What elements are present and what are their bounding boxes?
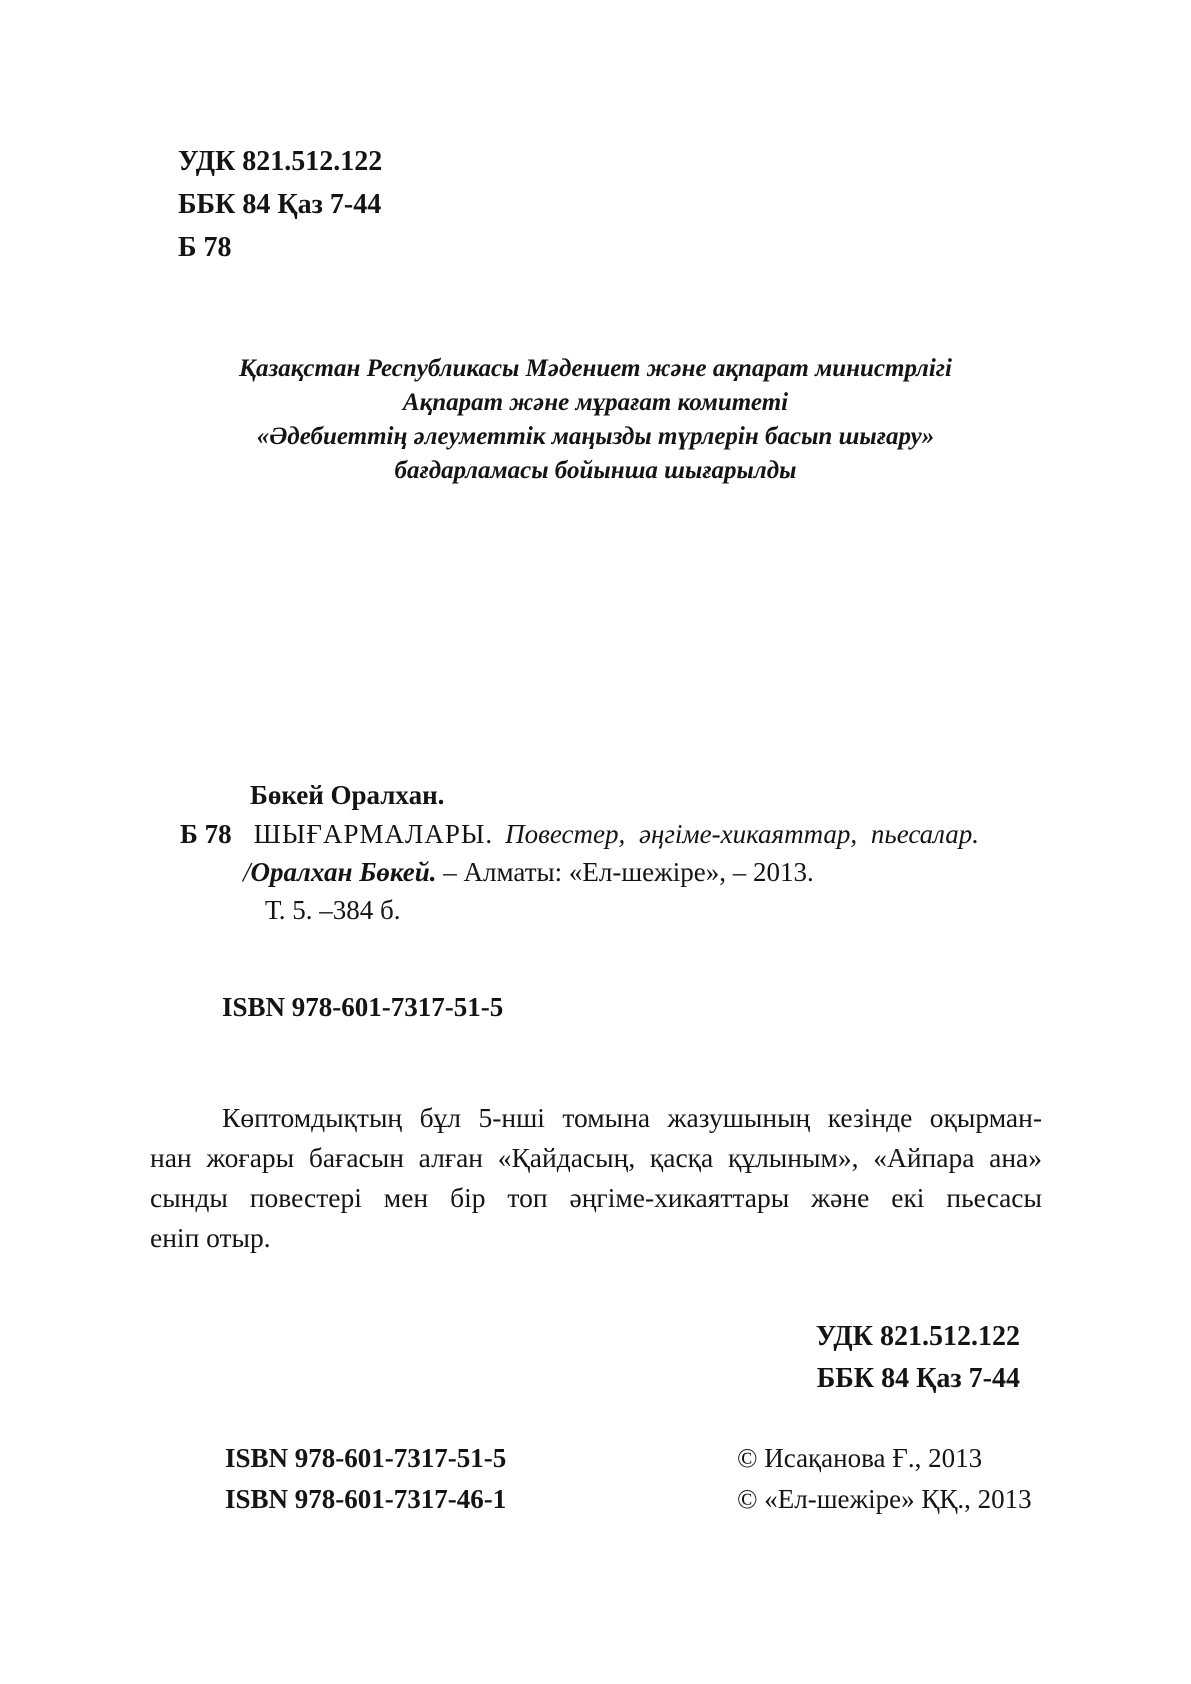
catalog-author-heading: Бөкей Оралхан. — [250, 780, 445, 810]
udc-code: УДК 821.512.122 — [178, 146, 383, 177]
ministry-line: Қазақстан Республикасы Мәдениет және ақпарат министрлігі — [239, 355, 952, 382]
footer-isbn-line: ISBN 978-601-7317-51-5 — [225, 1443, 507, 1473]
annotation-line: сынды повестері мен бір топ әңгіме-хикаяттары және екі пьесасы — [150, 1182, 1042, 1213]
bottom-classification-block — [600, 1316, 1020, 1400]
annotation-line: еніп отыр. — [150, 1222, 271, 1253]
bbk-code: ББК 84 Қаз 7-44 — [178, 189, 382, 220]
catalog-subtitle: Повестер, әңгіме-хикаяттар, пьесалар. — [505, 819, 979, 849]
author-sign-code: Б 78 — [178, 232, 232, 263]
bbk-code-bottom: ББК 84 Қаз 7-44 — [816, 1363, 1020, 1394]
catalog-entry-text — [254, 815, 1045, 853]
footer-copyright-block — [737, 1438, 1032, 1520]
ministry-line: Ақпарат және мұрағат комитеті — [402, 389, 789, 416]
catalog-entry-code: Б 78 — [180, 819, 232, 849]
catalog-entry-line — [145, 815, 1045, 853]
catalog-entry-block — [145, 776, 1045, 929]
catalog-title: ШЫҒАРМАЛАРЫ. — [253, 819, 494, 849]
udc-code-bottom: УДК 821.512.122 — [815, 1321, 1020, 1352]
annotation-line: нан жоғары бағасын алған «Қайдасың, қасқа құлыным», «Айпара ана» — [150, 1142, 1042, 1173]
catalog-imprint: – Алматы: «Ел-шежіре», – 2013. — [436, 857, 814, 887]
copyright-line: © Исақанова Ғ., 2013 — [737, 1443, 983, 1473]
catalog-slash: / — [243, 857, 251, 887]
annotation-paragraph — [150, 1098, 1042, 1258]
copyright-line: © «Ел-шежіре» ҚҚ., 2013 — [737, 1484, 1032, 1514]
top-classification-block — [178, 140, 382, 269]
ministry-line: «Әдебиеттің әлеуметтік маңызды түрлерін басып шығару» — [256, 423, 935, 450]
isbn-main: ISBN 978-601-7317-51-5 — [222, 992, 504, 1022]
annotation-line: Көптомдықтың бұл 5-нші томына жазушының кезінде оқырман- — [222, 1102, 1042, 1133]
catalog-imprint-line — [145, 853, 1045, 891]
ministry-line: бағдарламасы бойынша шығарылды — [394, 457, 797, 484]
catalog-author-italic: Оралхан Бөкей. — [250, 857, 437, 887]
footer-isbn-line: ISBN 978-601-7317-46-1 — [225, 1484, 507, 1514]
footer-isbn-block — [225, 1438, 506, 1520]
ministry-programme-block — [90, 352, 1101, 488]
catalog-volume: Т. 5. –384 б. — [265, 895, 401, 925]
